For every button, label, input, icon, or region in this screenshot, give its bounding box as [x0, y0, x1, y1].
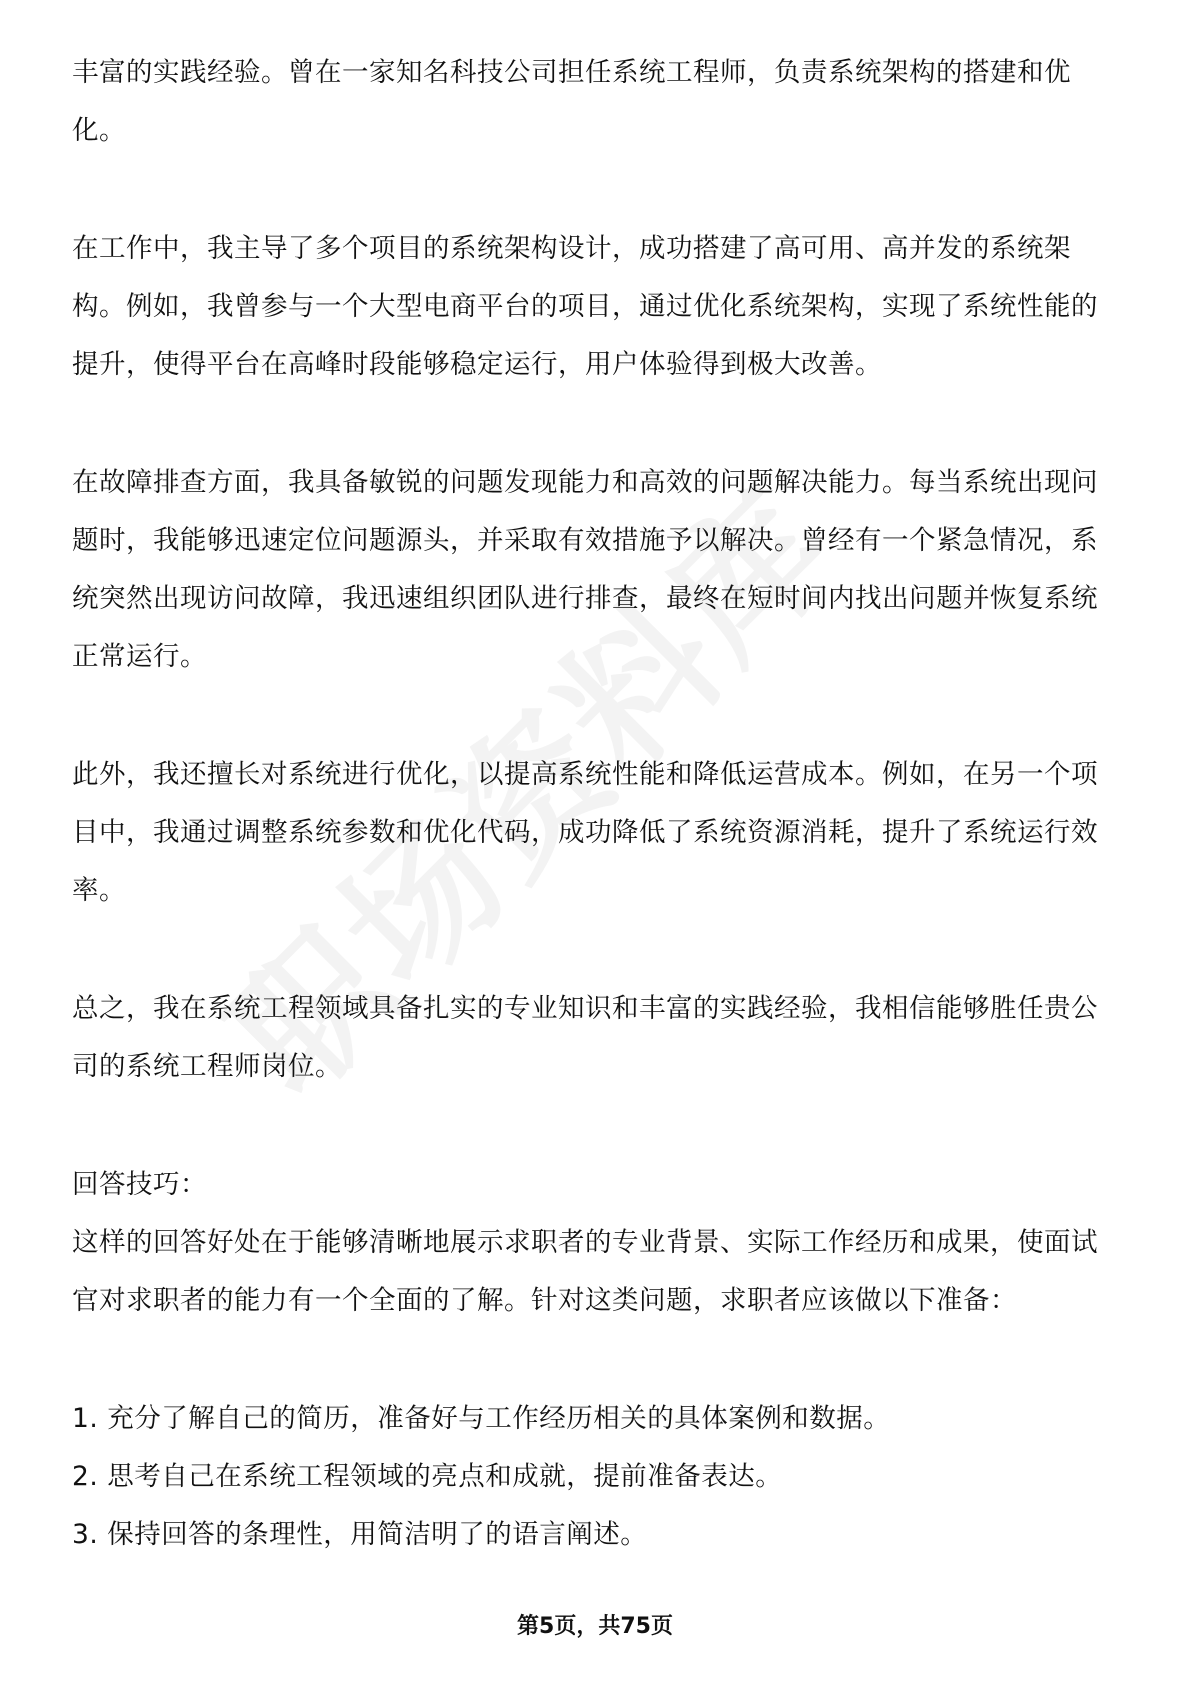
paragraph-conclusion: 总之，我在系统工程领域具备扎实的专业知识和丰富的实践经验，我相信能够胜任贵公司的系统工程师岗位。	[72, 993, 1098, 1082]
paragraph-optimization: 此外，我还擅长对系统进行优化，以提高系统性能和降低运营成本。例如，在另一个项目中，我通过调整系统参数和优化代码，成功降低了系统资源消耗，提升了系统运行效率。	[72, 759, 1098, 906]
page-number: 第5页，共75页	[517, 1614, 673, 1639]
paragraph-experience-intro: 丰富的实践经验。曾在一家知名科技公司担任系统工程师，负责系统架构的搭建和优化。	[72, 57, 1071, 146]
tips-heading: 回答技巧：	[72, 1169, 207, 1200]
tips-body: 这样的回答好处在于能够清晰地展示求职者的专业背景、实际工作经历和成果，使面试官对求职者的能力有一个全面的了解。针对这类问题，求职者应该做以下准备：	[72, 1227, 1098, 1316]
list-item: 1. 充分了解自己的简历，准备好与工作经历相关的具体案例和数据。	[72, 1403, 891, 1434]
paragraph-troubleshooting: 在故障排查方面，我具备敏锐的问题发现能力和高效的问题解决能力。每当系统出现问题时，我能够迅速定位问题源头，并采取有效措施予以解决。曾经有一个紧急情况，系统突然出现访问故障，我迅速组织团队进行排查，最终在短时间内找出问题并恢复系统正常运行。	[72, 467, 1098, 672]
document-body	[72, 44, 1118, 1564]
paragraph-architecture: 在工作中，我主导了多个项目的系统架构设计，成功搭建了高可用、高并发的系统架构。例如，我曾参与一个大型电商平台的项目，通过优化系统架构，实现了系统性能的提升，使得平台在高峰时段能够稳定运行，用户体验得到极大改善。	[72, 233, 1098, 380]
list-item: 3. 保持回答的条理性，用简洁明了的语言阐述。	[72, 1519, 648, 1550]
list-item: 2. 思考自己在系统工程领域的亮点和成就，提前准备表达。	[72, 1461, 783, 1492]
